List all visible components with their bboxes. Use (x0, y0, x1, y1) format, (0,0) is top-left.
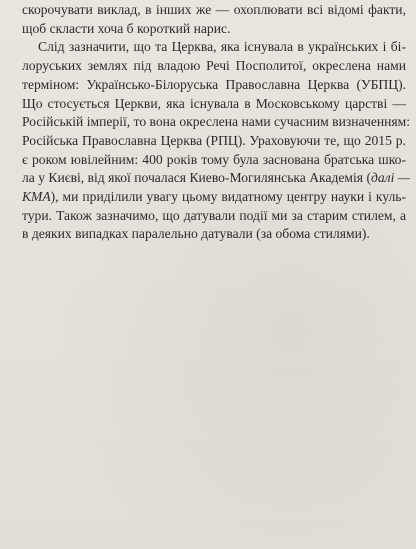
text-line: в деяких випадках паралельно датували (за обома стилями). (22, 226, 370, 242)
text-line: є роком ювілейним: 400 років тому була заснована братська шко- (22, 151, 406, 167)
text-line (22, 188, 406, 207)
text-line: лоруських землях під владою Речі Посполитої, окреслена нами (22, 58, 406, 74)
text-line: тури. Також зазначимо, що датували події ми за старим стилем, а (22, 207, 406, 223)
text-segment: ), ми приділили увагу цьому видатному центру науки і куль- (50, 189, 406, 205)
text-segment: ла у Києві, від якої почалася Киево-Могилянська Академія ( (22, 170, 371, 186)
text-line: Російська Православна Церква (РПЦ). Ураховуючи те, що 2015 р. (22, 132, 406, 148)
text-line: Що стосується Церкви, яка існувала в Московському царстві — (22, 95, 406, 111)
paragraph-2 (22, 38, 411, 244)
italic-abbreviation: КМА (22, 189, 51, 205)
text-line: Російській імперії, то вона окреслена нами сучасним визначенням: (22, 114, 411, 130)
paragraph-1 (22, 1, 406, 38)
text-line: терміном: Українсько-Білоруська Православна Церква (УБПЦ). (22, 76, 406, 92)
text-line: щоб скласти хоча б короткий нарис. (22, 20, 231, 36)
italic-abbreviation-note: далі — (371, 170, 410, 186)
text-line: скорочувати виклад, в інших же — охоплювати всі відомі факти, (22, 2, 406, 17)
text-line: Слід зазначити, що та Церква, яка існувала в українських і бі- (38, 39, 406, 55)
text-line (22, 169, 410, 188)
